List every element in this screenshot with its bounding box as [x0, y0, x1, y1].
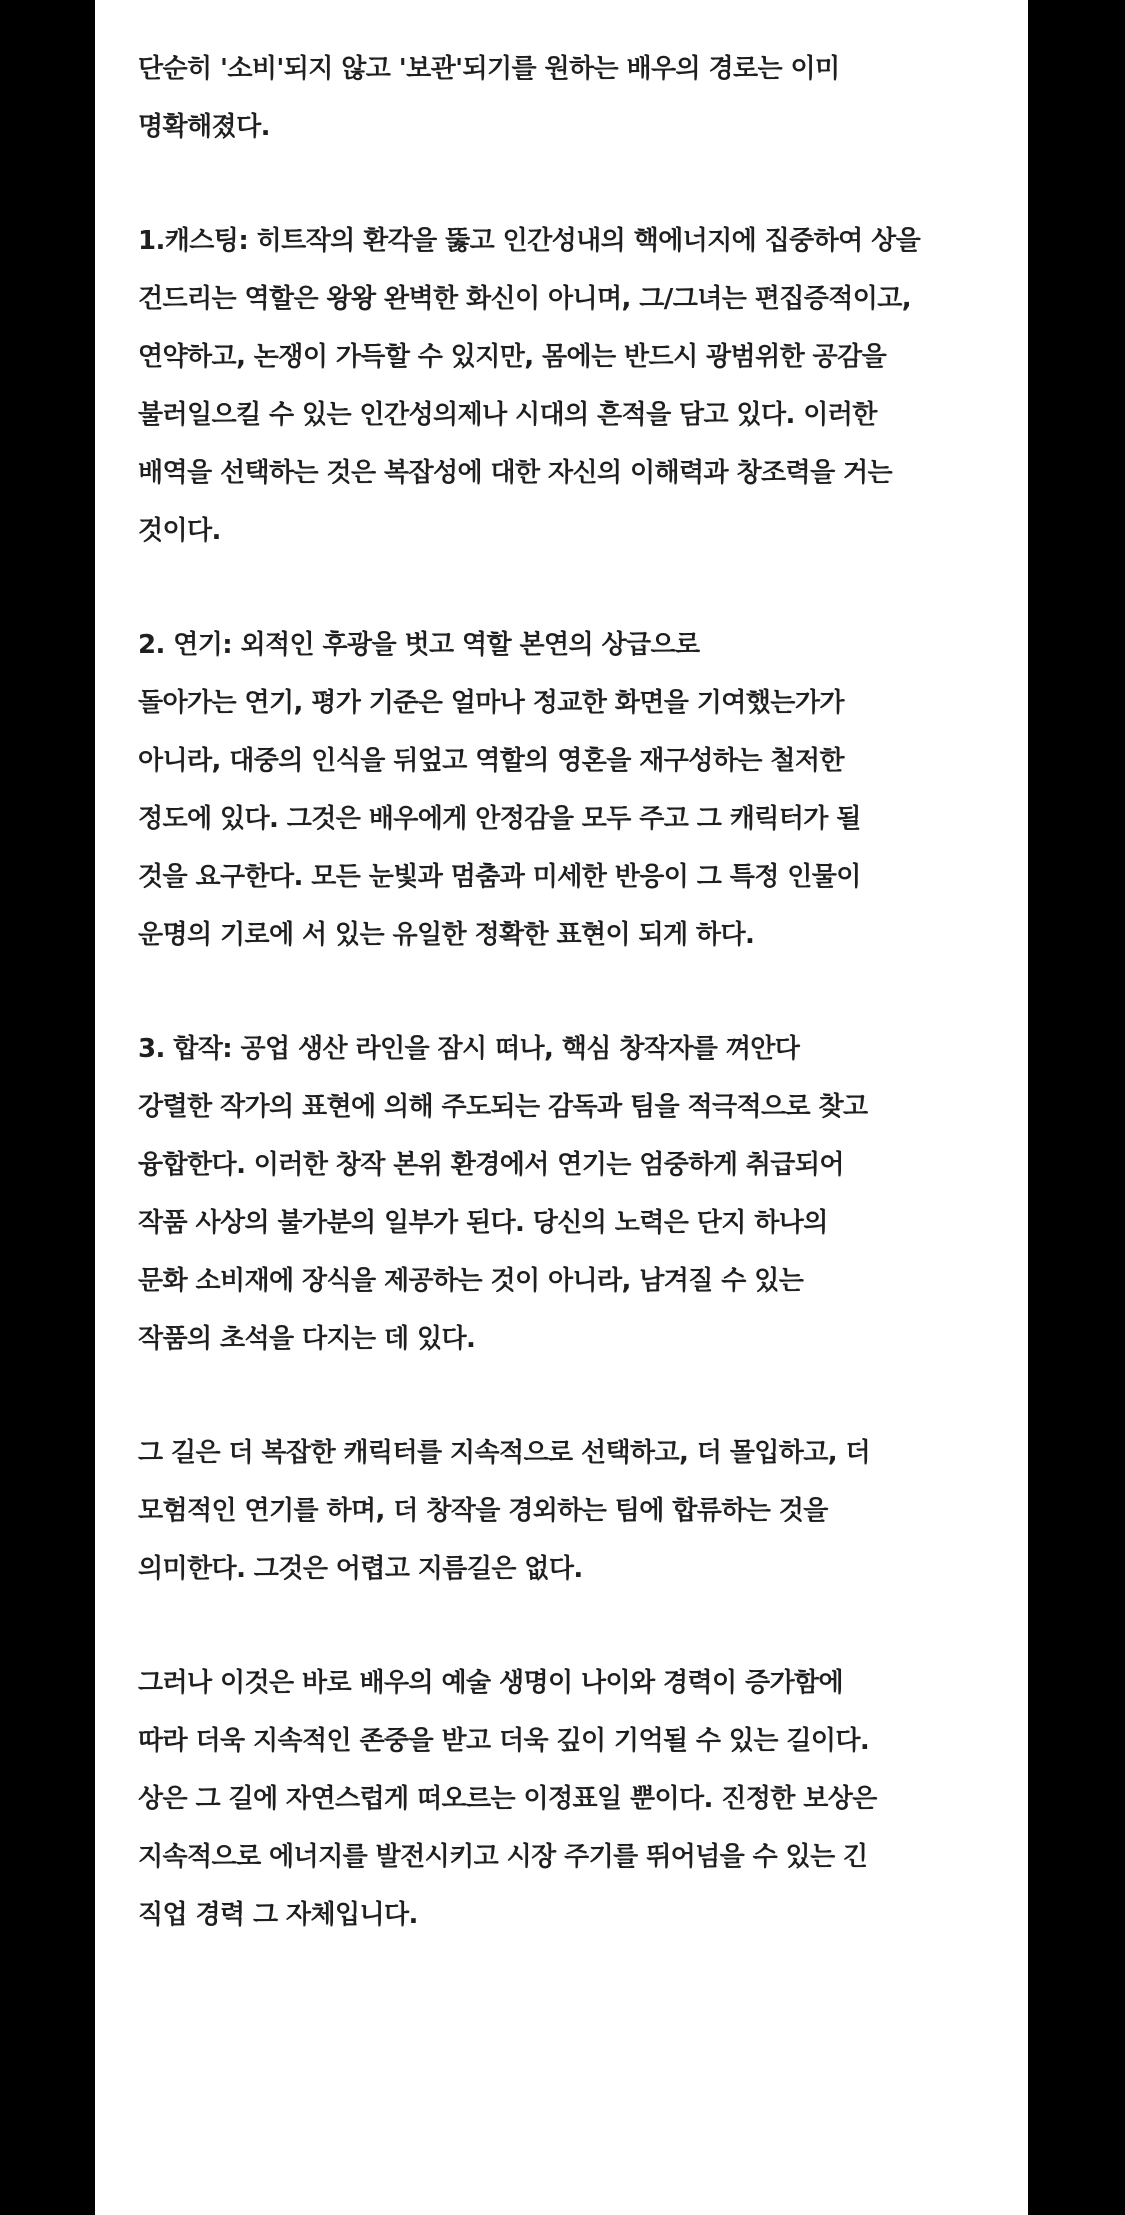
article-page: [95, 0, 1028, 2215]
text-line: 융합한다. 이러한 창작 본위 환경에서 연기는 엄중하게 취급되어: [138, 1150, 844, 1180]
text-line: 배역을 선택하는 것은 복잡성에 대한 자신의 이해력과 창조력을 거는: [138, 458, 893, 488]
text-line: 것을 요구한다. 모든 눈빛과 멈춤과 미세한 반응이 그 특정 인물이: [138, 862, 861, 892]
text-line: 돌아가는 연기, 평가 기준은 얼마나 정교한 화면을 기여했는가가: [138, 688, 844, 718]
text-line: 따라 더욱 지속적인 존중을 받고 더욱 깊이 기억될 수 있는 길이다.: [138, 1726, 870, 1756]
text-line: 의미한다. 그것은 어렵고 지름길은 없다.: [138, 1554, 583, 1584]
text-line: 문화 소비재에 장식을 제공하는 것이 아니라, 남겨질 수 있는: [138, 1266, 804, 1296]
text-line: 2. 연기: 외적인 후광을 벗고 역할 본연의 상급으로: [138, 630, 700, 660]
text-line: 모험적인 연기를 하며, 더 창작을 경외하는 팀에 합류하는 것을: [138, 1496, 828, 1526]
paragraph-casting: [138, 212, 1008, 560]
text-line: 1.캐스팅: 히트작의 환각을 뚫고 인간성내의 핵에너지에 집중하여 상을: [138, 226, 921, 256]
text-line: 직업 경력 그 자체입니다.: [138, 1900, 418, 1930]
text-line: 상은 그 길에 자연스럽게 떠오르는 이정표일 뿐이다. 진정한 보상은: [138, 1784, 877, 1814]
text-line: 강렬한 작가의 표현에 의해 주도되는 감독과 팀을 적극적으로 찾고: [138, 1092, 868, 1122]
text-line: 명확해졌다.: [138, 112, 270, 142]
text-line: 그 길은 더 복잡한 캐릭터를 지속적으로 선택하고, 더 몰입하고, 더: [138, 1438, 871, 1468]
paragraph-path: [138, 1424, 1008, 1598]
text-line: 지속적으로 에너지를 발전시키고 시장 주기를 뛰어넘을 수 있는 긴: [138, 1842, 868, 1872]
text-line: 연약하고, 논쟁이 가득할 수 있지만, 몸에는 반드시 광범위한 공감을: [138, 342, 887, 372]
text-line: 작품 사상의 불가분의 일부가 된다. 당신의 노력은 단지 하나의: [138, 1208, 828, 1238]
text-line: 작품의 초석을 다지는 데 있다.: [138, 1324, 476, 1354]
text-line: 아니라, 대중의 인식을 뒤엎고 역할의 영혼을 재구성하는 철저한: [138, 746, 844, 776]
text-line: 건드리는 역할은 왕왕 완벽한 화신이 아니며, 그/그녀는 편집증적이고,: [138, 284, 912, 314]
paragraph-collaboration: [138, 1020, 1008, 1368]
article-body: [138, 40, 1008, 2000]
text-line: 불러일으킬 수 있는 인간성의제나 시대의 흔적을 담고 있다. 이러한: [138, 400, 877, 430]
paragraph-acting: [138, 616, 1008, 964]
text-line: 정도에 있다. 그것은 배우에게 안정감을 모두 주고 그 캐릭터가 될: [138, 804, 861, 834]
text-line: 단순히 '소비'되지 않고 '보관'되기를 원하는 배우의 경로는 이미: [138, 54, 840, 84]
text-line: 운명의 기로에 서 있는 유일한 정확한 표현이 되게 하다.: [138, 920, 755, 950]
paragraph-conclusion: [138, 1654, 1008, 1944]
text-line: 것이다.: [138, 516, 221, 546]
text-line: 3. 합작: 공업 생산 라인을 잠시 떠나, 핵심 창작자를 껴안다: [138, 1034, 800, 1064]
paragraph-intro: [138, 40, 1008, 156]
text-line: 그러나 이것은 바로 배우의 예술 생명이 나이와 경력이 증가함에: [138, 1668, 844, 1698]
